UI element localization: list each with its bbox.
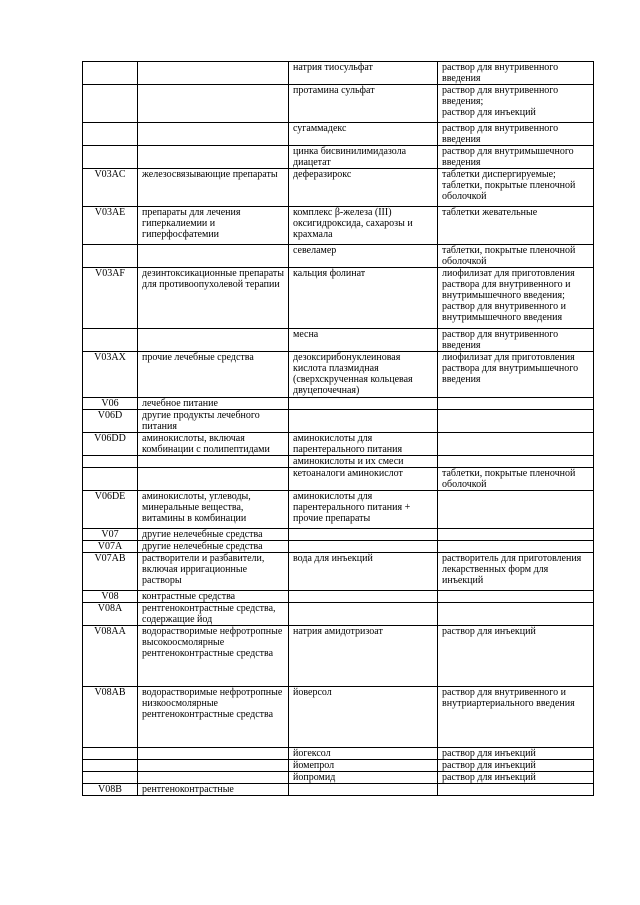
atc-code-cell: V07AB (83, 553, 138, 591)
table-row (83, 268, 594, 329)
group-name-cell: железосвязывающие препараты (138, 169, 289, 207)
atc-code-cell: V08B (83, 784, 138, 796)
dosage-form-cell: раствор для инъекций (438, 626, 594, 687)
table-body (83, 62, 594, 796)
table-row (83, 352, 594, 398)
table-row (83, 433, 594, 456)
atc-code-cell: V06DD (83, 433, 138, 456)
atc-code-cell (83, 456, 138, 468)
atc-code-cell (83, 468, 138, 491)
group-name-cell (138, 329, 289, 352)
atc-code-cell (83, 146, 138, 169)
group-name-cell (138, 760, 289, 772)
table-row (83, 410, 594, 433)
table-row (83, 591, 594, 603)
group-name-cell: прочие лечебные средства (138, 352, 289, 398)
dosage-form-cell (438, 603, 594, 626)
drug-name-cell: аминокислоты для парентерального питания (289, 433, 438, 456)
drug-name-cell: комплекс β-железа (III) оксигидроксида, сахарозы и крахмала (289, 207, 438, 245)
drug-name-cell: вода для инъекций (289, 553, 438, 591)
group-name-cell: аминокислоты, включая комбинации с полипептидами (138, 433, 289, 456)
atc-code-cell: V08A (83, 603, 138, 626)
table-row (83, 748, 594, 760)
table-row (83, 553, 594, 591)
atc-code-cell (83, 245, 138, 268)
drug-name-cell (289, 529, 438, 541)
atc-code-cell (83, 748, 138, 760)
table-row (83, 603, 594, 626)
table-row (83, 207, 594, 245)
atc-code-cell: V08 (83, 591, 138, 603)
table-row (83, 626, 594, 687)
table-row (83, 491, 594, 529)
dosage-form-cell (438, 591, 594, 603)
drug-name-cell (289, 784, 438, 796)
drug-name-cell (289, 410, 438, 433)
atc-code-cell (83, 772, 138, 784)
group-name-cell (138, 772, 289, 784)
table-row (83, 398, 594, 410)
dosage-form-cell (438, 433, 594, 456)
group-name-cell (138, 85, 289, 123)
drug-name-cell: деферазирокс (289, 169, 438, 207)
drug-name-cell: натрия амидотризоат (289, 626, 438, 687)
dosage-form-cell: таблетки, покрытые пленочной оболочкой (438, 468, 594, 491)
dosage-form-cell: раствор для внутривенного и внутриартериального введения (438, 687, 594, 748)
drug-name-cell (289, 603, 438, 626)
drug-name-cell: аминокислоты для парентерального питания + прочие препараты (289, 491, 438, 529)
dosage-form-cell: лиофилизат для приготовления раствора для внутримышечного введения (438, 352, 594, 398)
group-name-cell (138, 456, 289, 468)
dosage-form-cell (438, 398, 594, 410)
dosage-form-cell: растворитель для приготовления лекарственных форм для инъекций (438, 553, 594, 591)
dosage-form-cell (438, 410, 594, 433)
drug-name-cell: йопромид (289, 772, 438, 784)
drug-name-cell (289, 398, 438, 410)
table-row (83, 329, 594, 352)
atc-code-cell (83, 123, 138, 146)
dosage-form-cell: раствор для инъекций (438, 748, 594, 760)
atc-code-cell: V06 (83, 398, 138, 410)
drug-name-cell: цинка бисвинилимидазола диацетат (289, 146, 438, 169)
dosage-form-cell (438, 784, 594, 796)
table-row (83, 146, 594, 169)
table-row (83, 85, 594, 123)
dosage-form-cell (438, 529, 594, 541)
group-name-cell: дезинтоксикационные препараты для противоопухолевой терапии (138, 268, 289, 329)
table-row (83, 760, 594, 772)
group-name-cell: водорастворимые нефротропные низкоосмолярные рентгеноконтрастные средства (138, 687, 289, 748)
drug-name-cell: натрия тиосульфат (289, 62, 438, 85)
group-name-cell (138, 748, 289, 760)
dosage-form-cell: раствор для инъекций (438, 760, 594, 772)
dosage-form-cell: раствор для внутривенного введения (438, 123, 594, 146)
atc-code-cell (83, 85, 138, 123)
group-name-cell: другие нелечебные средства (138, 541, 289, 553)
dosage-form-cell: таблетки жевательные (438, 207, 594, 245)
dosage-form-cell: раствор для внутривенного введения (438, 329, 594, 352)
drug-name-cell: севеламер (289, 245, 438, 268)
drug-name-cell: сугаммадекс (289, 123, 438, 146)
atc-code-cell (83, 62, 138, 85)
dosage-form-cell: лиофилизат для приготовления раствора для внутривенного и внутримышечного введения; раствор для внутривенного и внутримышечного введения (438, 268, 594, 329)
atc-code-cell: V03AE (83, 207, 138, 245)
table-row (83, 62, 594, 85)
drug-name-cell: йогексол (289, 748, 438, 760)
group-name-cell: другие продукты лечебного питания (138, 410, 289, 433)
atc-code-cell (83, 760, 138, 772)
group-name-cell: рентгеноконтрастные средства, содержащие йод (138, 603, 289, 626)
table-row (83, 123, 594, 146)
table-row (83, 529, 594, 541)
drug-name-cell: аминокислоты и их смеси (289, 456, 438, 468)
atc-code-cell: V03AC (83, 169, 138, 207)
atc-code-cell: V06D (83, 410, 138, 433)
atc-code-cell (83, 329, 138, 352)
dosage-form-cell (438, 456, 594, 468)
table-row (83, 772, 594, 784)
group-name-cell (138, 468, 289, 491)
dosage-form-cell (438, 541, 594, 553)
drug-classification-table (82, 61, 594, 796)
table-row (83, 784, 594, 796)
atc-code-cell: V07A (83, 541, 138, 553)
group-name-cell: водорастворимые нефротропные высокоосмолярные рентгеноконтрастные средства (138, 626, 289, 687)
group-name-cell (138, 245, 289, 268)
dosage-form-cell: раствор для инъекций (438, 772, 594, 784)
atc-code-cell: V07 (83, 529, 138, 541)
group-name-cell: препараты для лечения гиперкалиемии и гиперфосфатемии (138, 207, 289, 245)
group-name-cell: рентгеноконтрастные (138, 784, 289, 796)
drug-name-cell: йомепрол (289, 760, 438, 772)
dosage-form-cell: раствор для внутримышечного введения (438, 146, 594, 169)
table-row (83, 456, 594, 468)
drug-name-cell: протамина сульфат (289, 85, 438, 123)
drug-name-cell (289, 541, 438, 553)
dosage-form-cell: таблетки диспергируемые; таблетки, покрытые пленочной оболочкой (438, 169, 594, 207)
drug-name-cell: дезоксирибонуклеиновая кислота плазмидная (сверхскрученная кольцевая двуцепочечная) (289, 352, 438, 398)
table-row (83, 541, 594, 553)
dosage-form-cell: раствор для внутривенного введения (438, 62, 594, 85)
dosage-form-cell: таблетки, покрытые пленочной оболочкой (438, 245, 594, 268)
table-row (83, 169, 594, 207)
table-row (83, 245, 594, 268)
atc-code-cell: V08AB (83, 687, 138, 748)
group-name-cell (138, 123, 289, 146)
drug-name-cell (289, 591, 438, 603)
table-row (83, 687, 594, 748)
group-name-cell: лечебное питание (138, 398, 289, 410)
drug-name-cell: месна (289, 329, 438, 352)
dosage-form-cell (438, 491, 594, 529)
drug-name-cell: йоверсол (289, 687, 438, 748)
group-name-cell: растворители и разбавители, включая ирригационные растворы (138, 553, 289, 591)
group-name-cell: аминокислоты, углеводы, минеральные вещества, витамины в комбинации (138, 491, 289, 529)
dosage-form-cell: раствор для внутривенного введения; раствор для инъекций (438, 85, 594, 123)
group-name-cell (138, 62, 289, 85)
drug-name-cell: кальция фолинат (289, 268, 438, 329)
atc-code-cell: V03AX (83, 352, 138, 398)
group-name-cell: другие нелечебные средства (138, 529, 289, 541)
table-row (83, 468, 594, 491)
drug-name-cell: кетоаналоги аминокислот (289, 468, 438, 491)
group-name-cell (138, 146, 289, 169)
atc-code-cell: V03AF (83, 268, 138, 329)
atc-code-cell: V08AA (83, 626, 138, 687)
group-name-cell: контрастные средства (138, 591, 289, 603)
atc-code-cell: V06DE (83, 491, 138, 529)
